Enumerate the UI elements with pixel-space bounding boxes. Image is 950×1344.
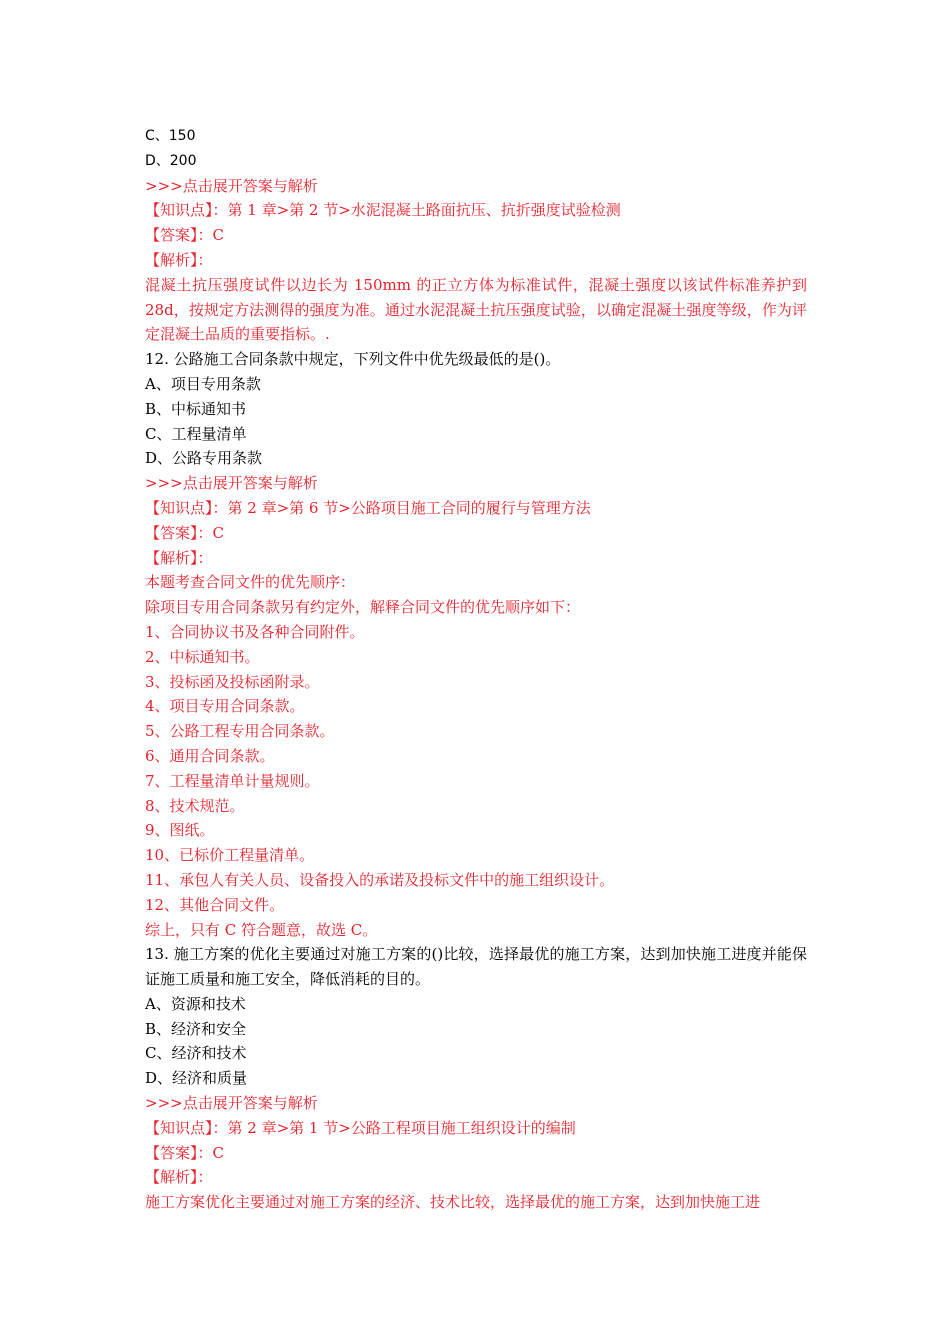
q12-analysis-line: 7、工程量清单计量规则。 xyxy=(145,771,320,790)
q11-knowledge-point: 【知识点】：第 1 章>第 2 节>水泥混凝土路面抗压、抗折强度试验检测 xyxy=(145,201,621,220)
q12-analysis-line: 除项目专用合同条款另有约定外，解释合同文件的优先顺序如下： xyxy=(145,598,581,617)
q12-option-b: B、中标通知书 xyxy=(145,399,247,418)
q11-answer: 【答案】：C xyxy=(145,226,224,245)
q12-analysis-line: 3、投标函及投标函附录。 xyxy=(145,672,320,691)
q13-option-d: D、经济和质量 xyxy=(145,1069,248,1088)
q13-analysis-text: 施工方案优化主要通过对施工方案的经济、技术比较，选择最优的施工方案，达到加快施工进 xyxy=(145,1193,761,1212)
q12-analysis-line: 8、技术规范。 xyxy=(145,796,245,815)
q13-option-a: A、资源和技术 xyxy=(145,994,246,1013)
q12-expand-answer-link[interactable]: >>>点击展开答案与解析 xyxy=(145,474,318,493)
q12-analysis-line: 10、已标价工程量清单。 xyxy=(145,846,315,865)
q12-analysis-line: 11、承包人有关人员、设备投入的承诺及投标文件中的施工组织设计。 xyxy=(145,870,615,889)
q11-expand-answer-link[interactable]: >>>点击展开答案与解析 xyxy=(145,176,318,195)
q11-option-c: C、150 xyxy=(145,128,196,144)
document-content xyxy=(145,124,807,1215)
q12-analysis-line: 4、项目专用合同条款。 xyxy=(145,697,305,716)
q12-option-a: A、项目专用条款 xyxy=(145,374,261,393)
q11-analysis-label: 【解析】： xyxy=(145,250,213,269)
q11-option-d: D、200 xyxy=(145,152,197,169)
q12-analysis-label: 【解析】： xyxy=(145,548,213,567)
q12-analysis-conclusion: 综上，只有 C 符合题意，故选 C。 xyxy=(145,920,378,939)
q13-analysis-label: 【解析】： xyxy=(145,1168,213,1187)
q13-knowledge-point: 【知识点】：第 2 章>第 1 节>公路工程项目施工组织设计的编制 xyxy=(145,1118,576,1137)
q12-analysis-line: 2、中标通知书。 xyxy=(145,647,260,666)
q12-analysis-line: 6、通用合同条款。 xyxy=(145,746,275,765)
q13-answer: 【答案】：C xyxy=(145,1143,224,1162)
q12-analysis-line: 5、公路工程专用合同条款。 xyxy=(145,722,335,741)
q13-option-c: C、经济和技术 xyxy=(145,1044,247,1063)
q11-analysis-text: 混凝土抗压强度试件以边长为 150mm 的正立方体为标准试件，混凝土强度以该试件标准养护到 28d，按规定方法测得的强度为准。通过水泥混凝土抗压强度试验，以确定混凝土强度等级，作为评定混凝土品质的重要指标。. xyxy=(145,275,807,344)
q12-analysis-line: 12、其他合同文件。 xyxy=(145,895,285,914)
q12-option-c: C、工程量清单 xyxy=(145,424,247,443)
q12-question: 12. 公路施工合同条款中规定，下列文件中优先级最低的是()。 xyxy=(145,350,561,369)
q12-analysis-line: 9、图纸。 xyxy=(145,821,215,840)
q13-expand-answer-link[interactable]: >>>点击展开答案与解析 xyxy=(145,1094,318,1113)
q12-option-d: D、公路专用条款 xyxy=(145,449,263,468)
q13-option-b: B、经济和安全 xyxy=(145,1019,247,1038)
q12-analysis-line: 本题考查合同文件的优先顺序： xyxy=(145,573,356,592)
q12-knowledge-point: 【知识点】：第 2 章>第 6 节>公路项目施工合同的履行与管理方法 xyxy=(145,498,591,517)
q12-analysis-line: 1、合同协议书及各种合同附件。 xyxy=(145,622,365,641)
q12-answer: 【答案】：C xyxy=(145,523,224,542)
q13-question: 13. 施工方案的优化主要通过对施工方案的()比较，选择最优的施工方案，达到加快施工进度并能保证施工质量和施工安全，降低消耗的目的。 xyxy=(145,945,807,989)
